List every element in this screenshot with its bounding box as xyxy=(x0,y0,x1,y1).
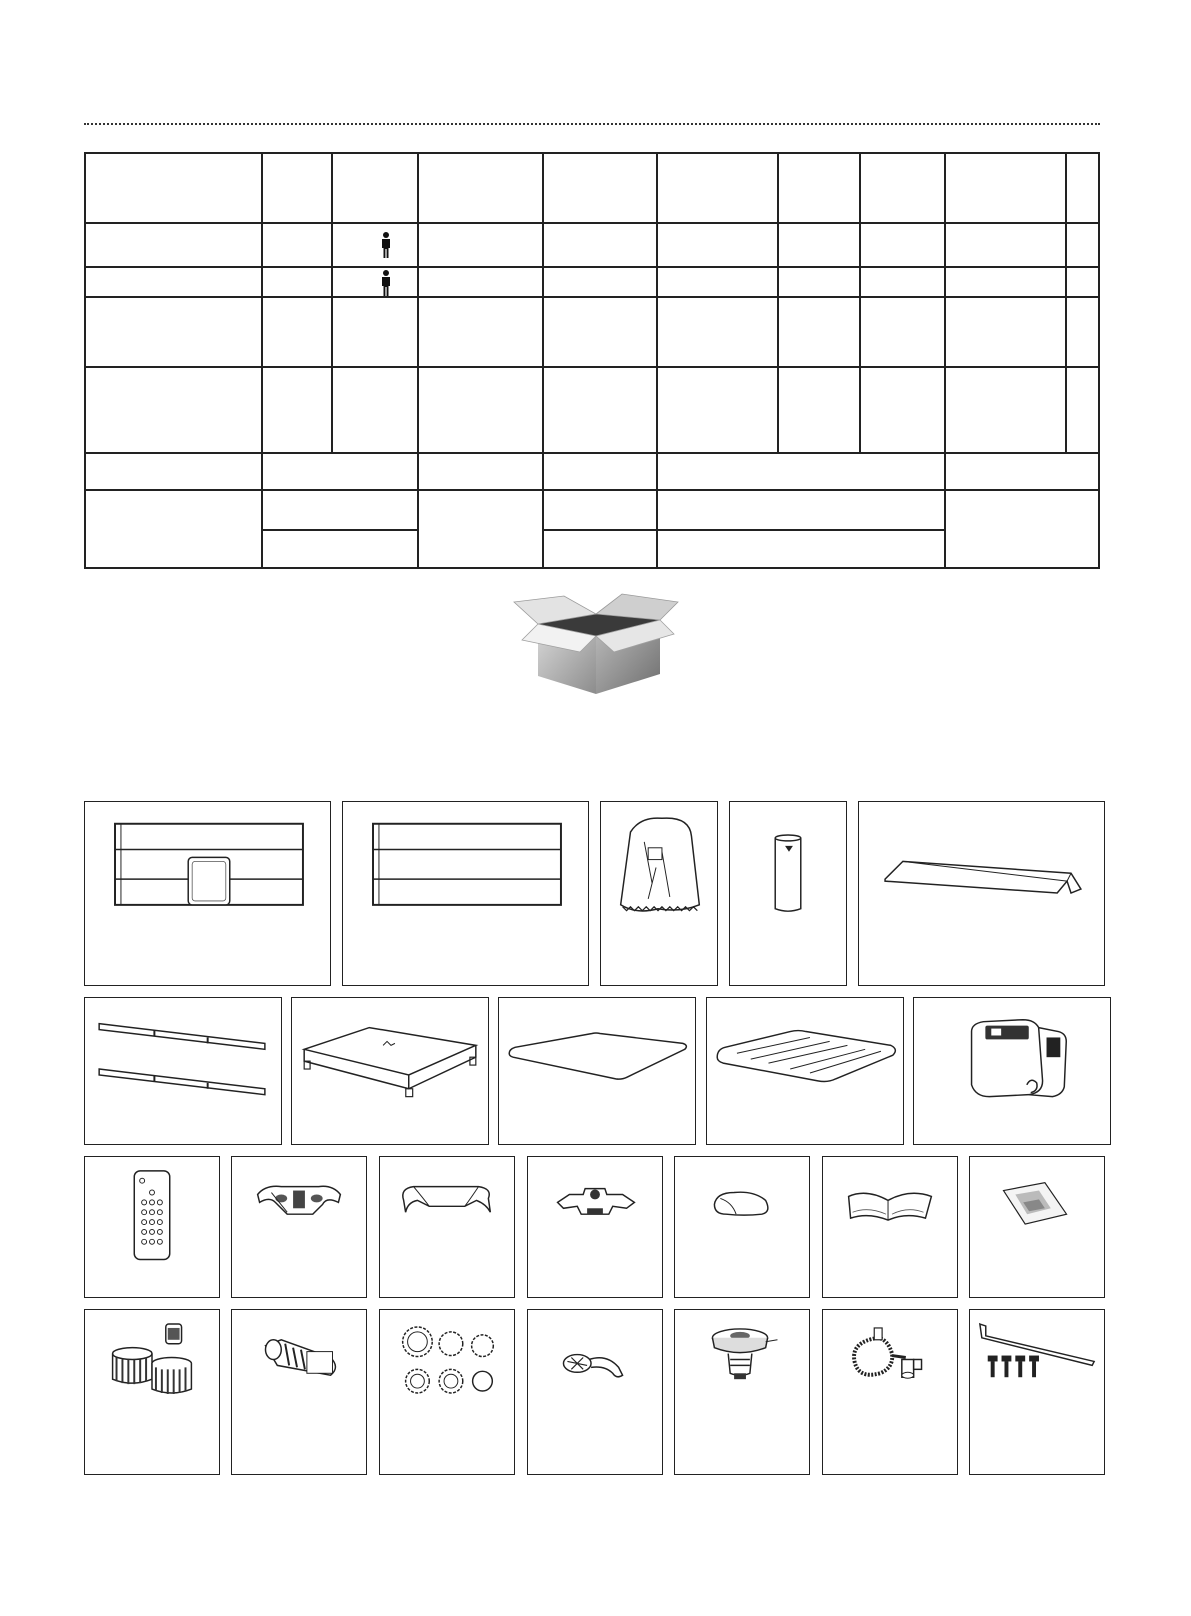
part-wall-panel xyxy=(342,801,589,986)
drain-cap-icon xyxy=(528,1157,662,1297)
inflatable-floor-icon xyxy=(707,998,903,1144)
part-side-rails xyxy=(84,997,282,1145)
part-filter-wrench xyxy=(527,1309,663,1475)
part-strainer-caps xyxy=(379,1309,515,1475)
dotted-header-rule xyxy=(84,123,1100,125)
spa-base-frame-icon xyxy=(292,998,488,1144)
top-rail-cover-icon xyxy=(859,802,1104,985)
inflation-hose-icon xyxy=(823,1310,957,1474)
part-tube-connector xyxy=(729,801,847,986)
repair-patch-kit-icon xyxy=(970,1157,1104,1297)
part-hex-key-and-screws xyxy=(969,1309,1105,1475)
part-ground-mat xyxy=(498,997,696,1145)
part-filter-cartridges xyxy=(84,1309,220,1475)
owners-manual-icon xyxy=(823,1157,957,1297)
person-icon xyxy=(381,232,391,258)
filter-cartridges-icon xyxy=(85,1310,219,1474)
part-repair-patch-kit xyxy=(969,1156,1105,1298)
part-drain-cap xyxy=(527,1156,663,1298)
tube-connector-icon xyxy=(730,802,846,985)
part-wall-panel-with-window xyxy=(84,801,331,986)
side-rails-icon xyxy=(85,998,281,1144)
part-headrest xyxy=(379,1156,515,1298)
ground-mat-icon xyxy=(499,998,695,1144)
part-inflation-hose xyxy=(822,1309,958,1475)
part-frame-cover-bag xyxy=(600,801,718,986)
part-pillow-cushion xyxy=(674,1156,810,1298)
wall-panel-with-window-icon xyxy=(85,802,330,985)
wall-panel-icon xyxy=(343,802,588,985)
filter-wrench-icon xyxy=(528,1310,662,1474)
remote-control-icon xyxy=(85,1157,219,1297)
chemical-floater-icon xyxy=(675,1310,809,1474)
air-jet-fitting-icon xyxy=(232,1310,366,1474)
person-icon xyxy=(381,270,391,296)
strainer-caps-icon xyxy=(380,1310,514,1474)
part-remote-control xyxy=(84,1156,220,1298)
part-spa-base-frame xyxy=(291,997,489,1145)
pillow-cushion-icon xyxy=(675,1157,809,1297)
open-box-icon xyxy=(510,590,680,698)
part-chemical-floater xyxy=(674,1309,810,1475)
part-air-jet-fitting xyxy=(231,1309,367,1475)
hex-key-and-screws-icon xyxy=(970,1310,1104,1474)
cup-holder-tray-icon xyxy=(232,1157,366,1297)
part-cup-holder-tray xyxy=(231,1156,367,1298)
part-owners-manual xyxy=(822,1156,958,1298)
headrest-icon xyxy=(380,1157,514,1297)
part-inflatable-floor xyxy=(706,997,904,1145)
frame-cover-bag-icon xyxy=(601,802,717,985)
control-pump-unit-icon xyxy=(914,998,1110,1144)
part-control-pump-unit xyxy=(913,997,1111,1145)
specification-table xyxy=(84,152,1100,569)
part-top-rail-cover xyxy=(858,801,1105,986)
